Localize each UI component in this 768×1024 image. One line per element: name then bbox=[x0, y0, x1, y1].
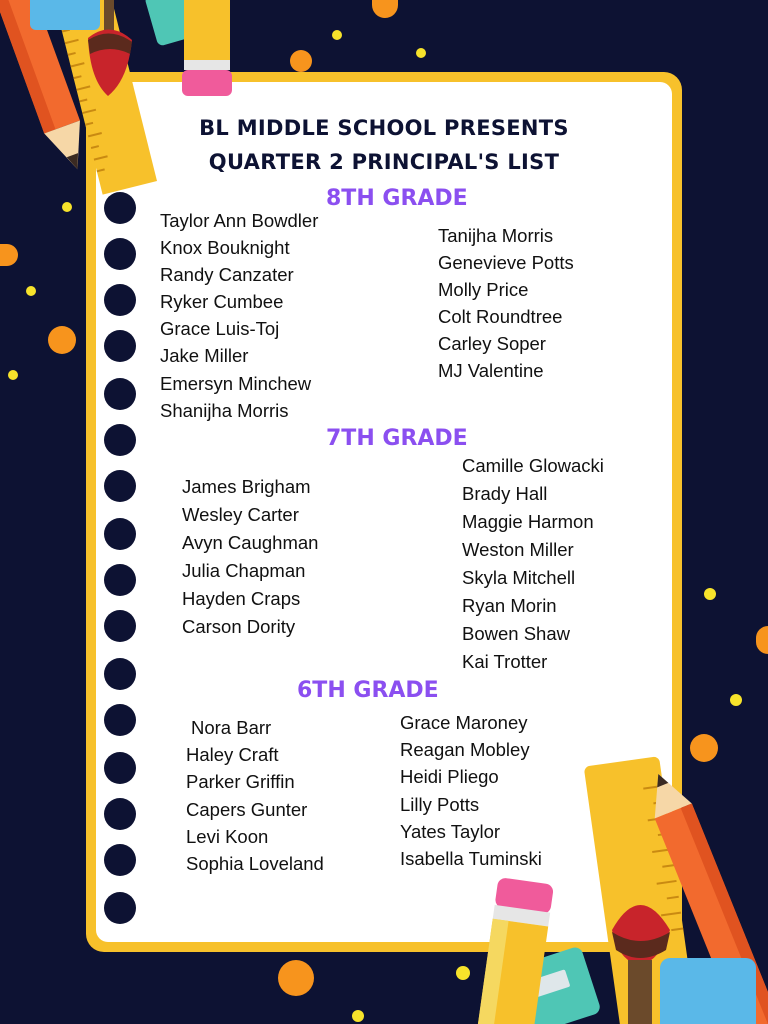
student-name: Grace Maroney bbox=[400, 712, 528, 733]
eraser-icon bbox=[660, 958, 756, 1024]
grade-8-right-column bbox=[438, 222, 574, 385]
student-name: Sophia Loveland bbox=[186, 853, 324, 875]
student-name: Capers Gunter bbox=[186, 798, 308, 820]
student-name: Grace Luis-Toj bbox=[160, 318, 280, 340]
student-name: Avyn Caughman bbox=[182, 532, 319, 553]
grade-7-right-column bbox=[462, 452, 604, 676]
grade-heading-6th: 6TH GRADE bbox=[297, 678, 439, 703]
student-name: Brady Hall bbox=[462, 483, 548, 504]
student-name: Carley Soper bbox=[438, 333, 546, 355]
student-name: Taylor Ann Bowdler bbox=[160, 210, 319, 231]
student-name: Kai Trotter bbox=[462, 651, 548, 672]
student-name: Randy Canzater bbox=[160, 264, 294, 286]
student-name: Molly Price bbox=[438, 279, 529, 301]
student-name: Ryker Cumbee bbox=[160, 291, 284, 313]
page-title-line-1: BL MIDDLE SCHOOL PRESENTS bbox=[199, 116, 569, 140]
student-name: Parker Griffin bbox=[186, 771, 295, 793]
student-name: Jake Miller bbox=[160, 345, 249, 367]
student-name: Genevieve Potts bbox=[438, 252, 574, 274]
student-name: Wesley Carter bbox=[182, 504, 299, 525]
student-name: Haley Craft bbox=[186, 744, 279, 766]
student-name: MJ Valentine bbox=[438, 360, 544, 382]
student-name: James Brigham bbox=[182, 476, 311, 497]
student-name: Shanijha Morris bbox=[160, 399, 289, 421]
student-name: Skyla Mitchell bbox=[462, 567, 576, 588]
student-name: Levi Koon bbox=[186, 825, 269, 847]
grade-6-right-column bbox=[400, 709, 542, 872]
grade-8-left-column bbox=[160, 207, 318, 424]
student-name: Julia Chapman bbox=[182, 560, 306, 581]
grade-6-left-column bbox=[186, 714, 324, 877]
student-name: Tanijha Morris bbox=[438, 225, 554, 246]
student-name: Carson Dority bbox=[182, 616, 296, 637]
pencil-icon bbox=[182, 0, 232, 96]
page-title-line-2: QUARTER 2 PRINCIPAL'S LIST bbox=[208, 150, 560, 174]
student-name: Emersyn Minchew bbox=[160, 372, 312, 394]
student-name: Colt Roundtree bbox=[438, 306, 563, 328]
student-name: Isabella Tuminski bbox=[400, 848, 542, 870]
student-name: Bowen Shaw bbox=[462, 623, 570, 644]
eraser-icon bbox=[30, 0, 100, 30]
student-name: Maggie Harmon bbox=[462, 511, 594, 532]
student-name: Knox Bouknight bbox=[160, 237, 290, 259]
grade-heading-8th: 8TH GRADE bbox=[326, 186, 468, 211]
grade-heading-7th: 7TH GRADE bbox=[326, 426, 468, 451]
student-name: Lilly Potts bbox=[400, 793, 480, 815]
student-name: Ryan Morin bbox=[462, 595, 557, 616]
student-name: Yates Taylor bbox=[400, 820, 501, 842]
student-name: Reagan Mobley bbox=[400, 739, 530, 761]
grade-7-left-column bbox=[182, 473, 318, 641]
student-name: Weston Miller bbox=[462, 539, 574, 560]
student-name: Heidi Pliego bbox=[400, 766, 499, 788]
student-name: Nora Barr bbox=[191, 717, 272, 738]
student-name: Camille Glowacki bbox=[462, 455, 604, 476]
student-name: Hayden Craps bbox=[182, 588, 301, 609]
